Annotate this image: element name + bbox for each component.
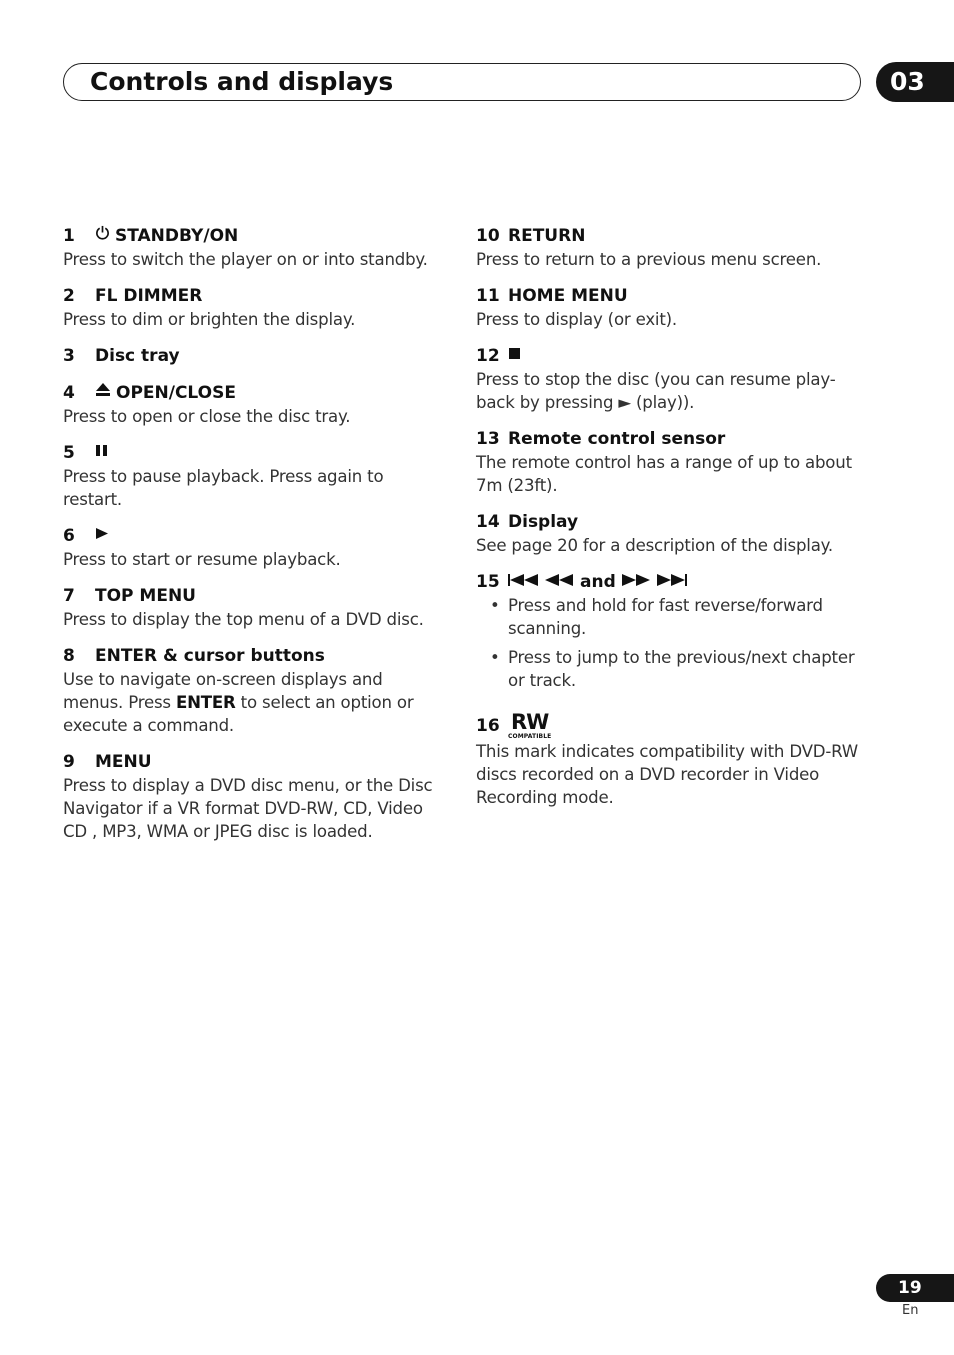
item-remote-sensor: 13 Remote control sensor The remote control has a range of up to about 7m (23ft). [476, 429, 852, 495]
page-number-badge: 19 [876, 1274, 954, 1302]
fast-forward-icon [622, 570, 652, 594]
item-rw-compatible: 16 RW COMPATIBLE This mark indicates compatibility with DVD-RW discs recorded on a DVD recorder in Video Recording mode. [476, 710, 858, 807]
item-enter-cursor: 8 ENTER & cursor buttons Use to navigate on-screen displays and menus. Press ENTER to select an option or execute a command. [63, 646, 414, 735]
page-title: Controls and displays [90, 67, 394, 96]
rw-compatible-logo: RW COMPATIBLE [508, 710, 552, 740]
item-play: 6 Press to start or resume playback. [63, 526, 341, 569]
item-fl-dimmer: 2 FL DIMMER Press to dim or brighten the display. [63, 286, 356, 329]
item-menu: 9 MENU Press to display a DVD disc menu, or the Disc Navigator if a VR format DVD-RW, CD, Video CD , MP3, WMA or JPEG disc is loaded. [63, 752, 433, 841]
power-icon [95, 224, 110, 248]
item-stop: 12 Press to stop the disc (you can resume play-back by pressing ► (play)). [476, 346, 836, 412]
skip-previous-icon [508, 570, 540, 594]
pause-icon [95, 441, 109, 465]
item-home-menu: 11 HOME MENU Press to display (or exit). [476, 286, 678, 329]
item-open-close: 4 OPEN/CLOSE Press to open or close the disc tray. [63, 383, 351, 426]
item-display: 14 Display See page 20 for a description of the display. [476, 512, 834, 555]
left-column [63, 224, 445, 856]
eject-icon [95, 381, 111, 405]
right-column [476, 224, 858, 822]
fast-reverse-icon [545, 570, 575, 594]
language-label: En [902, 1303, 919, 1318]
item-standby-on: 1 STANDBY/ON Press to switch the player on or into standby. [63, 226, 428, 269]
chapter-number-badge: 03 [876, 62, 954, 102]
skip-next-icon [657, 570, 689, 594]
stop-icon [508, 344, 521, 368]
list-item: • Press and hold for fast reverse/forward scanning. [490, 596, 823, 638]
list-item: • Press to jump to the previous/next chapter or track. [490, 648, 855, 690]
chapter-header [63, 63, 861, 101]
play-icon [95, 524, 109, 548]
item-top-menu: 7 TOP MENU Press to display the top menu of a DVD disc. [63, 586, 424, 629]
item-pause: 5 Press to pause playback. Press again to restart. [63, 443, 384, 509]
item-skip-scan: 15 and • Press and hold for fast reverse/forward scanning. • Press to jump to the previous/next chapter or track. [476, 570, 858, 692]
item-disc-tray: 3 Disc tray [63, 346, 180, 366]
item-return: 10 RETURN Press to return to a previous menu screen. [476, 226, 822, 269]
